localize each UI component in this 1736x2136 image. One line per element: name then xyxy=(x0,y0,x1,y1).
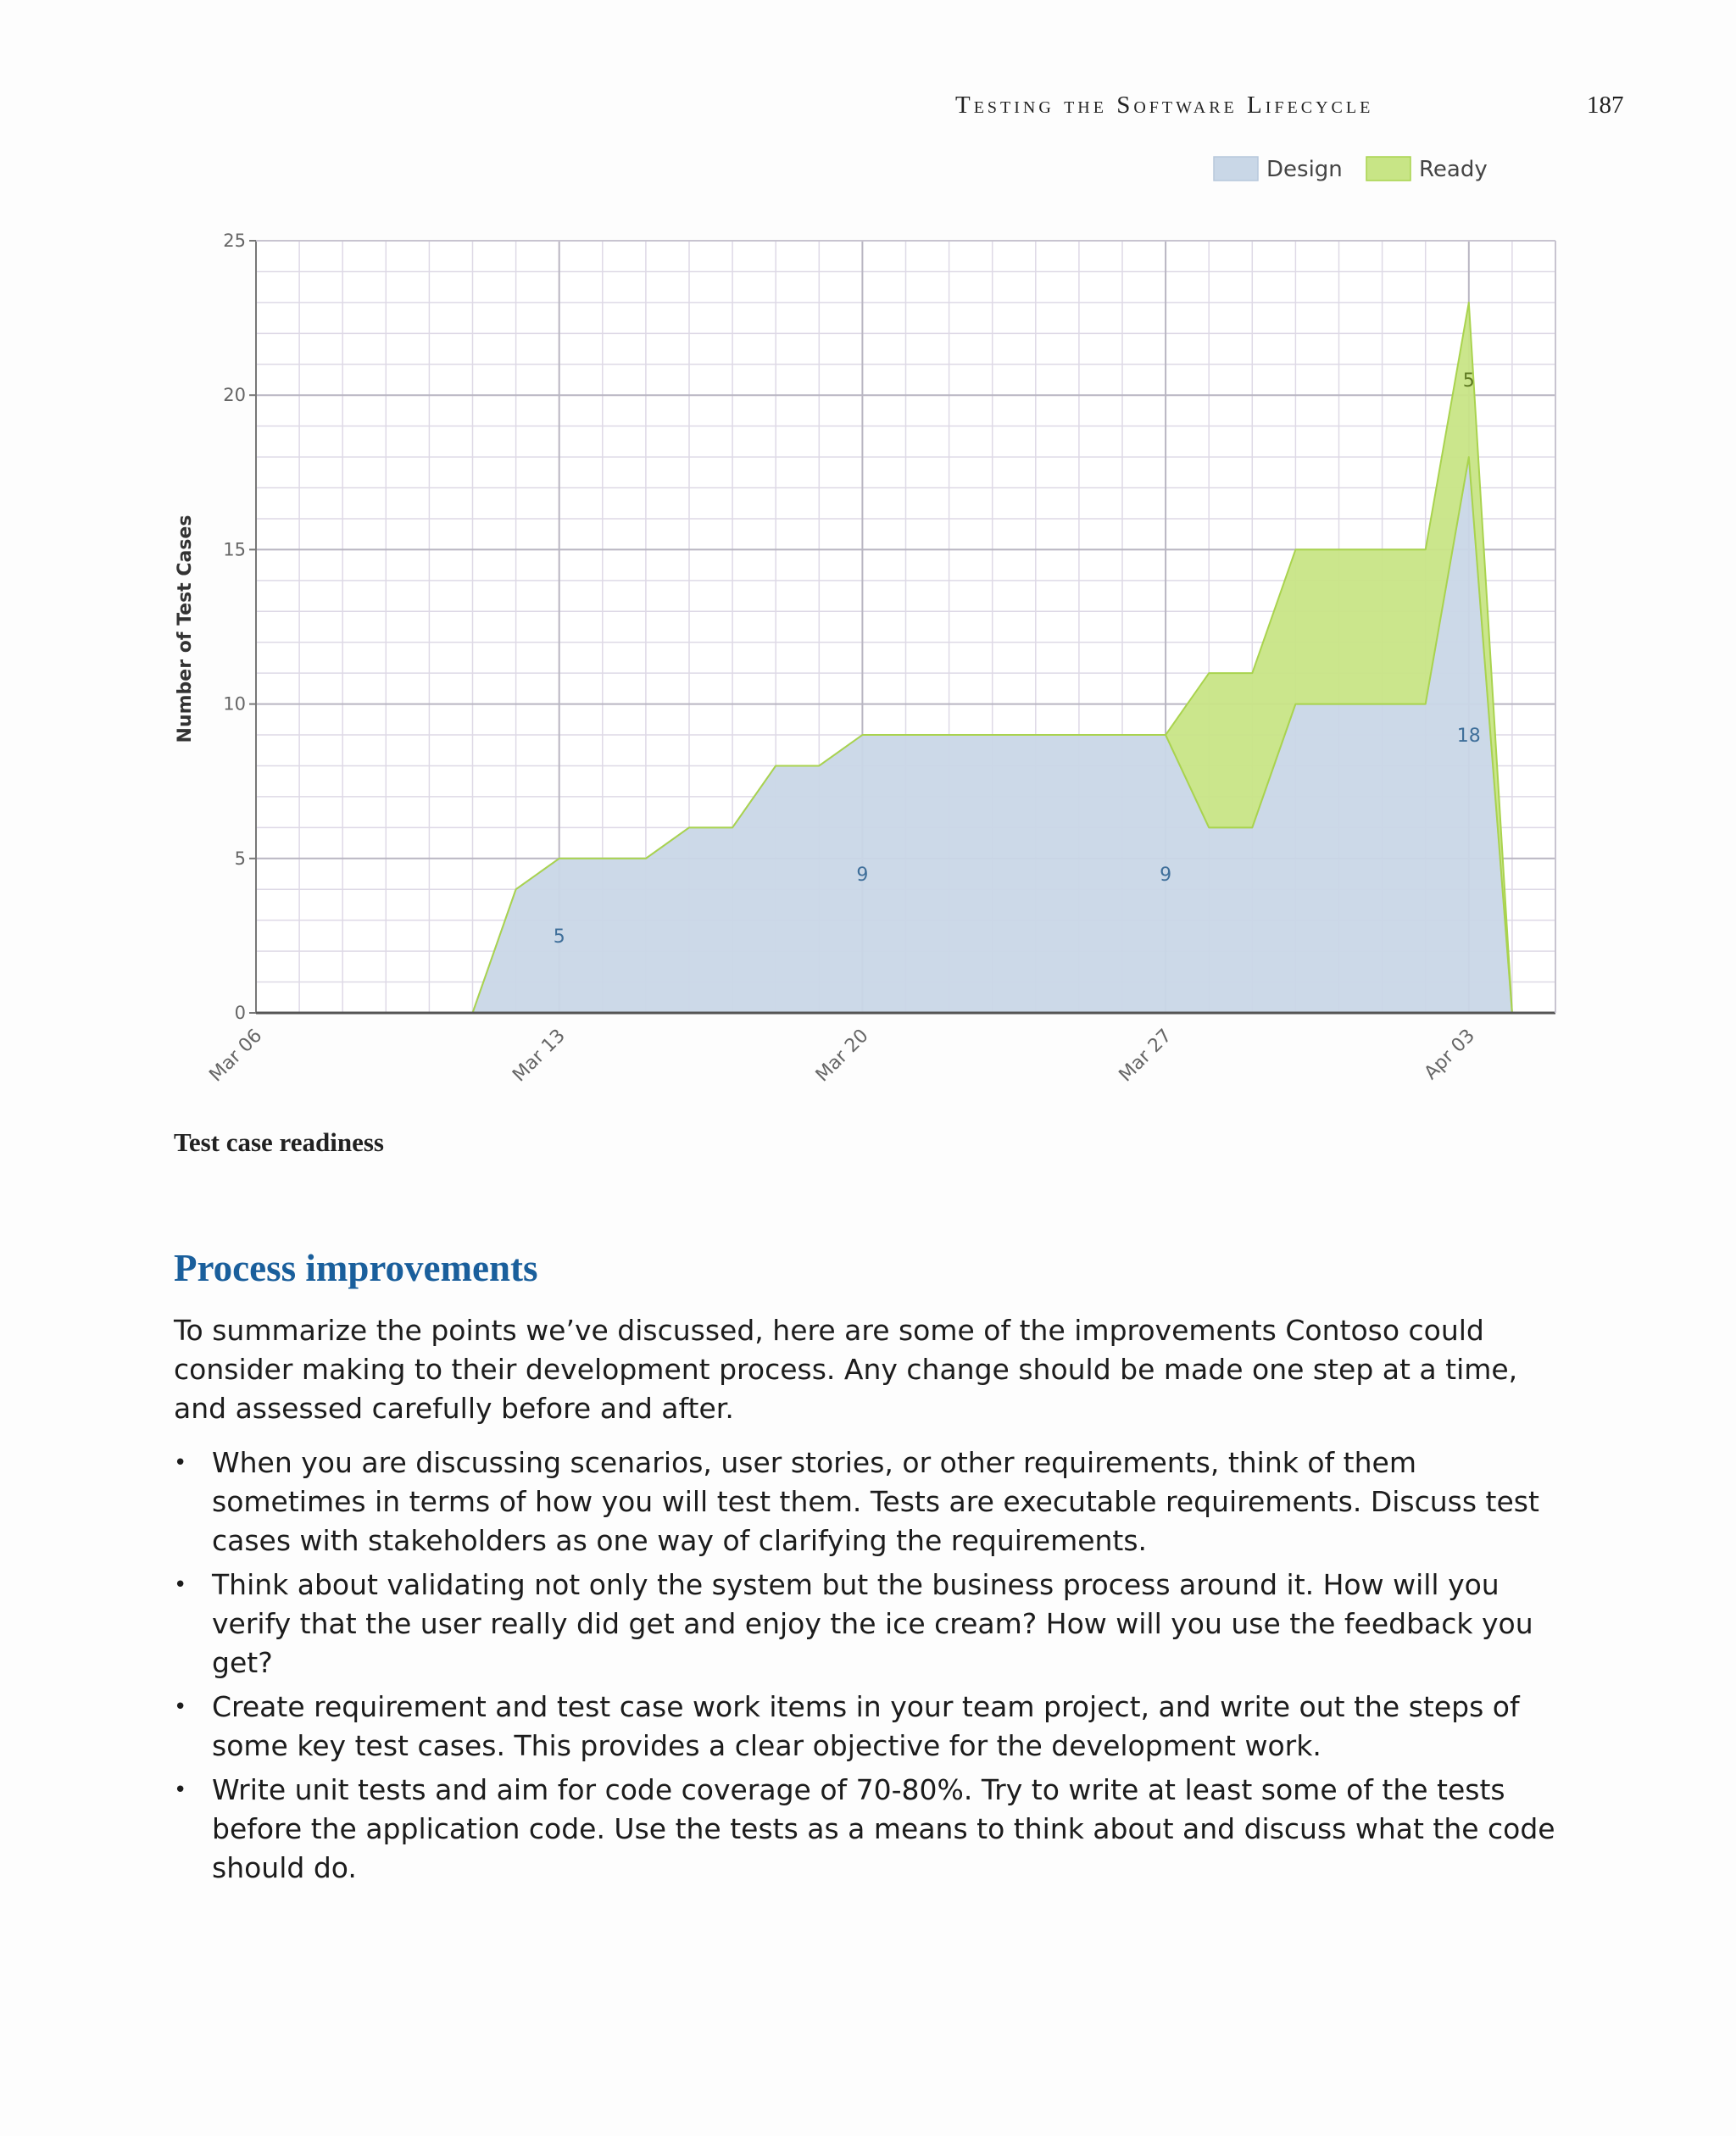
y-tick-label: 15 xyxy=(223,539,246,560)
legend-swatch xyxy=(1366,157,1410,181)
bullet-icon: • xyxy=(174,1572,187,1598)
data-label: 9 xyxy=(856,865,869,887)
figure-caption: Test case readiness xyxy=(174,1127,384,1157)
list-item xyxy=(174,1566,1564,1683)
legend-swatch xyxy=(1214,157,1258,181)
y-tick-label: 0 xyxy=(234,1003,246,1023)
x-tick-label: Mar 06 xyxy=(205,1025,267,1087)
data-label: 9 xyxy=(1160,865,1172,887)
bullet-icon: • xyxy=(174,1777,187,1803)
y-tick-label: 20 xyxy=(223,385,246,406)
improvements-list xyxy=(174,1443,1564,1893)
page-number: 187 xyxy=(1587,92,1624,119)
list-item xyxy=(174,1688,1564,1766)
y-tick-labels xyxy=(223,231,256,1023)
list-item-text: Create requirement and test case work items in your team project, and write out the steps of some key test cases. This provides a clear objective for the development work. xyxy=(212,1690,1520,1762)
y-tick-label: 10 xyxy=(223,693,246,715)
running-head: Testing the Software Lifecycle xyxy=(955,92,1374,119)
data-label: 5 xyxy=(1462,370,1475,392)
legend-label: Design xyxy=(1266,157,1343,182)
data-label: 5 xyxy=(553,926,565,948)
intro-paragraph: To summarize the points we’ve discussed, here are some of the improvements Contoso could consider making to their development process. Any change should be made one step at a time, and assessed carefully before and after. xyxy=(174,1314,1518,1425)
x-tick-label: Mar 13 xyxy=(509,1025,570,1087)
section-heading: Process improvements xyxy=(174,1247,538,1289)
y-axis-label: Number of Test Cases xyxy=(175,515,196,743)
bullet-icon: • xyxy=(174,1450,187,1476)
list-item-text: Think about validating not only the system but the business process around it. How will you verify that the user really did get and enjoy the ice cream? How will you use the feedback you get? xyxy=(212,1568,1533,1679)
data-label: 18 xyxy=(1456,726,1481,748)
list-item-text: Write unit tests and aim for code coverage of 70-80%. Try to write at least some of the tests before the application code. Use the tests as a means to think about and discuss what the code should do. xyxy=(212,1773,1555,1884)
y-tick-label: 5 xyxy=(234,848,246,869)
chart-legend xyxy=(1214,157,1488,182)
list-item xyxy=(174,1443,1564,1560)
x-tick-label: Mar 20 xyxy=(811,1025,873,1087)
bullet-icon: • xyxy=(174,1694,187,1720)
y-tick-label: 25 xyxy=(223,231,246,251)
list-item-text: When you are discussing scenarios, user stories, or other requirements, think of them sometimes in terms of how you will test them. Tests are executable requirements. Discuss test cases with stakeholders as one way of clarifying the requirements. xyxy=(212,1446,1539,1557)
legend-label: Ready xyxy=(1419,157,1488,182)
x-tick-label: Apr 03 xyxy=(1420,1025,1480,1084)
list-item xyxy=(174,1771,1564,1888)
x-tick-labels xyxy=(205,1026,1479,1087)
x-tick-label: Mar 27 xyxy=(1115,1025,1177,1087)
